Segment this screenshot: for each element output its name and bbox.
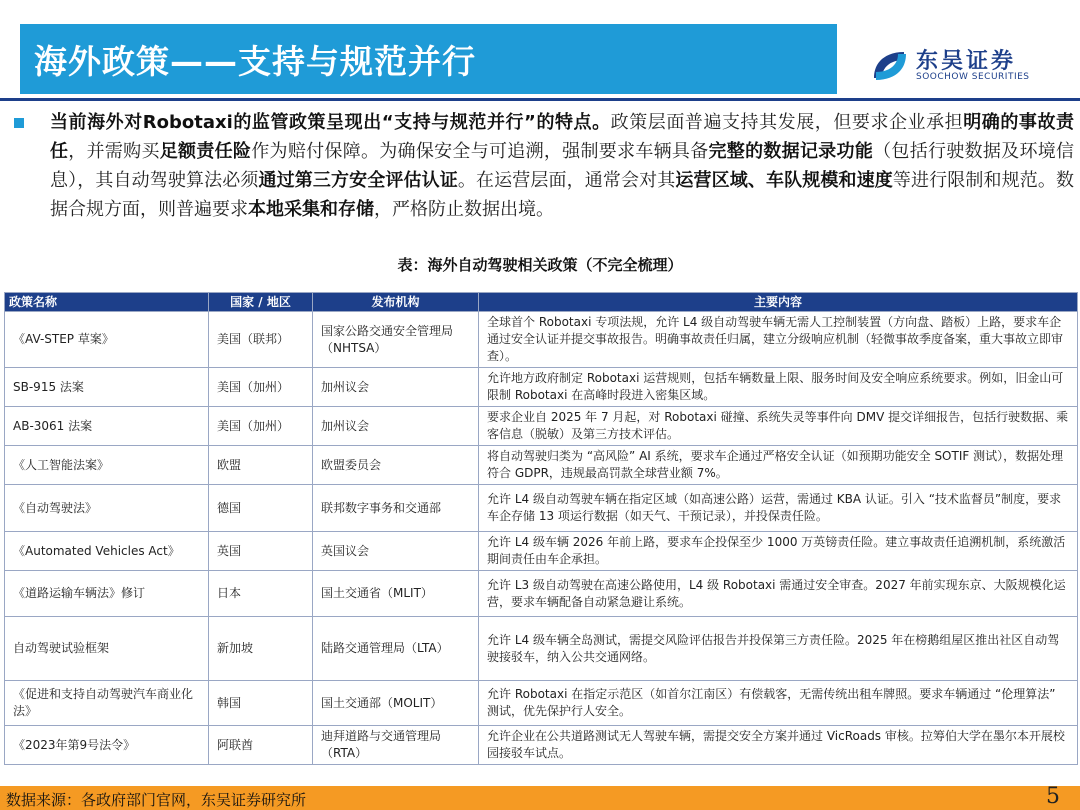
cell-country: 英国 (209, 532, 313, 571)
cell-content: 允许 Robotaxi 在指定示范区（如首尔江南区）有偿载客，无需传统出租车牌照。要求车辆通过 “伦理算法” 测试，优先保护行人安全。 (479, 681, 1078, 726)
cell-content: 要求企业自 2025 年 7 月起，对 Robotaxi 碰撞、系统失灵等事件向 DMV 提交详细报告，包括行驶数据、乘客信息（脱敏）及第三方技术评估。 (479, 407, 1078, 446)
table-row (5, 368, 1078, 407)
cell-content: 将自动驾驶归类为 “高风险” AI 系统，要求车企通过严格安全认证（如预期功能安全 SOTIF 测试），数据处理符合 GDPR，违规最高罚款全球营业额 7%。 (479, 446, 1078, 485)
cell-country: 德国 (209, 485, 313, 532)
summary-paragraph (50, 108, 1074, 224)
body-text: ，严格防止数据出境。 (374, 199, 554, 220)
cell-content: 允许企业在公共道路测试无人驾驶车辆，需提交安全方案并通过 VicRoads 审核。拉筹伯大学在墨尔本开展校园接驳车试点。 (479, 726, 1078, 765)
cell-issuer: 联邦数字事务和交通部 (313, 485, 479, 532)
cell-content: 全球首个 Robotaxi 专项法规，允许 L4 级自动驾驶车辆无需人工控制装置（方向盘、踏板）上路，要求车企通过安全认证并提交事故报告。明确事故责任归属，建立分级响应机制（轻微事故季度备案，重大事故立即审查）。 (479, 312, 1078, 368)
cell-issuer: 国土交通省（MLIT） (313, 571, 479, 617)
table-header-row (5, 293, 1078, 312)
emphasis-text: 本地采集和存储 (248, 199, 374, 220)
cell-policy-name: AB-3061 法案 (5, 407, 209, 446)
table-row (5, 532, 1078, 571)
table-row (5, 485, 1078, 532)
cell-issuer: 国土交通部（MOLIT） (313, 681, 479, 726)
cell-issuer: 迪拜道路与交通管理局（RTA） (313, 726, 479, 765)
cell-content: 允许地方政府制定 Robotaxi 运营规则，包括车辆数量上限、服务时间及安全响应系统要求。例如，旧金山可限制 Robotaxi 在高峰时段进入密集区域。 (479, 368, 1078, 407)
data-source: 数据来源：各政府部门官网，东吴证券研究所 (6, 791, 307, 809)
table-row (5, 407, 1078, 446)
page-title: 海外政策——支持与规范并行 (34, 41, 476, 81)
table-row (5, 312, 1078, 368)
cell-country: 韩国 (209, 681, 313, 726)
cell-country: 阿联酋 (209, 726, 313, 765)
cell-country: 欧盟 (209, 446, 313, 485)
cell-issuer: 加州议会 (313, 368, 479, 407)
company-logo (870, 44, 1070, 88)
emphasis-text: 明确的事故责任 (50, 112, 1075, 162)
table-row (5, 571, 1078, 617)
cell-policy-name: 《道路运输车辆法》修订 (5, 571, 209, 617)
cell-policy-name: 《促进和支持自动驾驶汽车商业化法》 (5, 681, 209, 726)
cell-issuer: 英国议会 (313, 532, 479, 571)
emphasis-text: 足额责任险 (159, 141, 252, 162)
header-divider (0, 98, 1080, 101)
page-number: 5 (1046, 784, 1060, 809)
table-row (5, 681, 1078, 726)
emphasis-text: 运营区域、车队规模和速度 (675, 170, 893, 191)
body-text: 政策层面普遍支持其发展，但要求企业承担 (610, 112, 964, 133)
cell-content: 允许 L4 级自动驾驶车辆在指定区域（如高速公路）运营，需通过 KBA 认证。引入 “技术监督员”制度，要求车企存储 13 项运行数据（如天气、干预记录），并投保责任险。 (479, 485, 1078, 532)
table-row (5, 726, 1078, 765)
cell-country: 美国（加州） (209, 407, 313, 446)
cell-issuer: 欧盟委员会 (313, 446, 479, 485)
cell-policy-name: 《2023年第9号法令》 (5, 726, 209, 765)
policy-table (4, 292, 1078, 765)
emphasis-text: 当前海外对Robotaxi的监管政策呈现出“支持与规范并行”的特点。 (50, 112, 611, 133)
title-bar (20, 24, 837, 94)
body-text: （包括行驶数据及环境信息），其自动驾驶算法必须 (50, 141, 1075, 191)
cell-country: 新加坡 (209, 617, 313, 681)
body-text: 作为赔付保障。为确保安全与可追溯，强制要求车辆具备 (251, 141, 709, 162)
body-text: 。在运营层面，通常会对其 (457, 170, 676, 191)
soochow-logo-icon (870, 48, 910, 84)
cell-country: 美国（加州） (209, 368, 313, 407)
logo-en-text: SOOCHOW SECURITIES (916, 72, 1030, 82)
header-content: 主要内容 (479, 293, 1078, 312)
table-body (5, 312, 1078, 765)
body-text: 等进行限制和规范。数据合规方面，则普遍要求 (50, 170, 1074, 220)
cell-country: 日本 (209, 571, 313, 617)
cell-issuer: 国家公路交通安全管理局（NHTSA） (313, 312, 479, 368)
cell-policy-name: 自动驾驶试验框架 (5, 617, 209, 681)
cell-content: 允许 L4 级车辆 2026 年前上路，要求车企投保至少 1000 万英镑责任险。建立事故责任追溯机制，系统激活期间责任由车企承担。 (479, 532, 1078, 571)
table-row (5, 617, 1078, 681)
cell-policy-name: 《Automated Vehicles Act》 (5, 532, 209, 571)
cell-policy-name: SB-915 法案 (5, 368, 209, 407)
cell-policy-name: 《人工智能法案》 (5, 446, 209, 485)
cell-issuer: 陆路交通管理局（LTA） (313, 617, 479, 681)
header-country: 国家 / 地区 (209, 293, 313, 312)
table-row (5, 446, 1078, 485)
cell-country: 美国（联邦） (209, 312, 313, 368)
cell-policy-name: 《AV-STEP 草案》 (5, 312, 209, 368)
bullet-square-icon (14, 118, 24, 128)
emphasis-text: 完整的数据记录功能 (708, 141, 874, 162)
cell-policy-name: 《自动驾驶法》 (5, 485, 209, 532)
emphasis-text: 通过第三方安全评估认证 (258, 170, 458, 191)
body-text: ，并需购买 (68, 141, 160, 162)
header-policy-name: 政策名称 (5, 293, 209, 312)
logo-cn-text: 东吴证券 (916, 49, 1017, 74)
cell-issuer: 加州议会 (313, 407, 479, 446)
table-caption: 表：海外自动驾驶相关政策（不完全梳理） (397, 256, 683, 274)
cell-content: 允许 L3 级自动驾驶在高速公路使用，L4 级 Robotaxi 需通过安全审查。2027 年前实现东京、大阪规模化运营，要求车辆配备自动紧急避让系统。 (479, 571, 1078, 617)
header-issuer: 发布机构 (313, 293, 479, 312)
cell-content: 允许 L4 级车辆全岛测试，需提交风险评估报告并投保第三方责任险。2025 年在榜鹅组屋区推出社区自动驾驶接驳车，纳入公共交通网络。 (479, 617, 1078, 681)
